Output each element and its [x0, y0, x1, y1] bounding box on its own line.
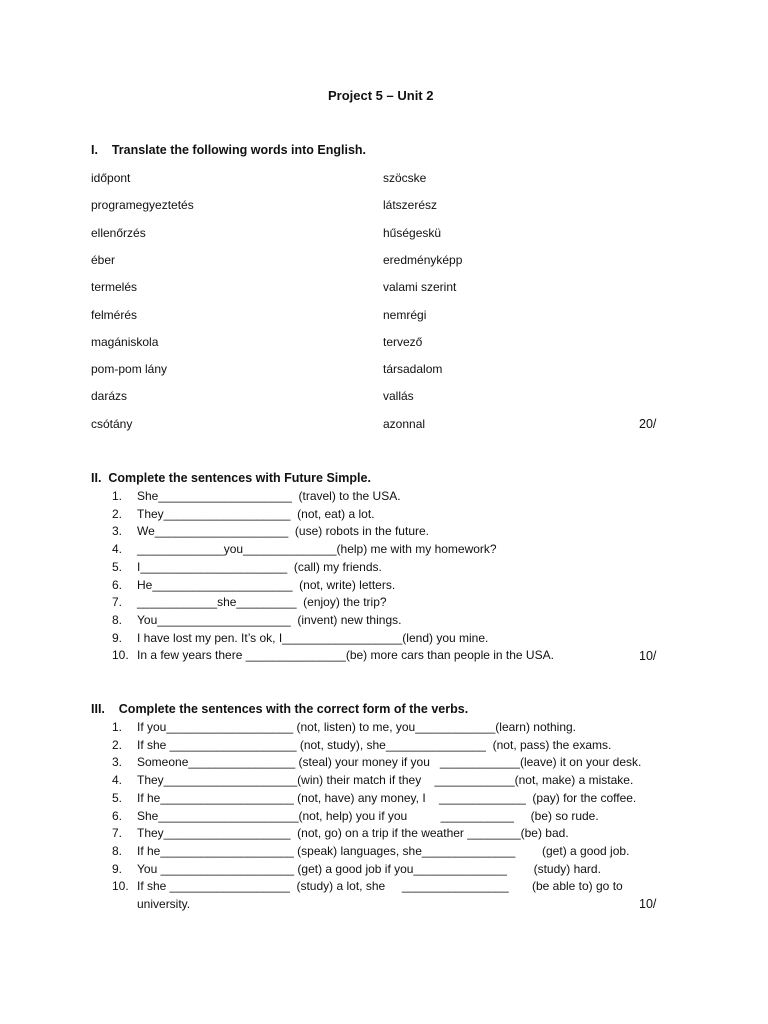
exercise-sentence: If she __________________ (study) a lot, she ________________ (be able to) go to [137, 879, 623, 894]
hungarian-word: ellenőrzés [91, 225, 146, 240]
item-number: 6. [112, 577, 123, 592]
item-number: 1. [112, 720, 123, 734]
hungarian-word: csótány [91, 416, 133, 431]
hungarian-word: nemrégi [383, 307, 427, 322]
hungarian-word: pom-pom lány [91, 362, 168, 377]
hungarian-word: időpont [91, 171, 131, 185]
section-2-heading: II. Complete the sentences with Future Simple. [91, 471, 371, 485]
item-number: 3. [112, 755, 123, 770]
hungarian-word: vallás [383, 389, 414, 404]
item-number: 2. [112, 506, 123, 521]
section-3-score: 10/ [639, 897, 657, 911]
item-number: 7. [112, 826, 123, 841]
item-number: 10. [112, 879, 129, 894]
exercise-sentence: You____________________ (invent) new things. [137, 612, 402, 627]
exercise-sentence: She_____________________(not, help) you if you ___________ (be) so rude. [137, 808, 599, 823]
hungarian-word: magániskola [91, 334, 159, 349]
exercise-sentence: _____________you______________(help) me with my homework? [137, 542, 497, 557]
exercise-sentence: If she ___________________ (not, study), she_______________ (not, pass) the exams. [137, 737, 612, 752]
exercise-sentence: She____________________ (travel) to the USA. [137, 489, 401, 503]
section-1-score: 20/ [639, 417, 657, 431]
exercise-sentence: I______________________ (call) my friends. [137, 559, 382, 574]
item-number: 9. [112, 861, 123, 876]
hungarian-word: látszerész [383, 198, 438, 213]
exercise-sentence: He_____________________ (not, write) letters. [137, 577, 396, 592]
item-number: 6. [112, 808, 123, 823]
hungarian-word: felmérés [91, 307, 138, 322]
item-number: 1. [112, 489, 123, 503]
item-number: 5. [112, 559, 123, 574]
item-number: 10. [112, 648, 129, 663]
item-number: 5. [112, 790, 123, 805]
exercise-sentence: Someone________________ (steal) your money if you ____________(leave) it on your desk. [137, 755, 642, 770]
hungarian-word: eredményképp [383, 252, 463, 267]
page-title: Project 5 – Unit 2 [328, 88, 434, 103]
item-number: 7. [112, 595, 123, 610]
exercise-sentence: In a few years there _______________(be) more cars than people in the USA. [137, 648, 554, 663]
item-number: 4. [112, 542, 123, 557]
item-number: 8. [112, 843, 123, 858]
section-3-item-10-continuation: university. [137, 897, 191, 911]
hungarian-word: termelés [91, 280, 138, 295]
hungarian-word: hűségeskü [383, 225, 442, 240]
hungarian-word: darázs [91, 389, 128, 404]
hungarian-word: társadalom [383, 362, 443, 377]
exercise-sentence: I have lost my pen. It’s ok, I__________________(lend) you mine. [137, 630, 489, 645]
exercise-sentence: They____________________(win) their match if they ____________(not, make) a mistake. [137, 773, 634, 788]
item-number: 3. [112, 524, 123, 539]
hungarian-word: programegyeztetés [91, 198, 194, 213]
item-number: 2. [112, 737, 123, 752]
item-number: 9. [112, 630, 123, 645]
section-3-heading: III. Complete the sentences with the correct form of the verbs. [91, 702, 469, 716]
exercise-sentence: They___________________ (not, go) on a trip if the weather ________(be) bad. [137, 826, 569, 841]
exercise-sentence: If he____________________ (not, have) any money, I _____________ (pay) for the coffee. [137, 790, 637, 805]
exercise-sentence: ____________she_________ (enjoy) the trip? [137, 595, 387, 610]
hungarian-word: szöcske [383, 171, 427, 185]
exercise-sentence: If you___________________ (not, listen) to me, you____________(learn) nothing. [137, 720, 577, 734]
hungarian-word: tervező [383, 334, 423, 349]
exercise-sentence: They___________________ (not, eat) a lot. [137, 506, 375, 521]
section-1-heading: I. Translate the following words into English. [91, 143, 367, 157]
hungarian-word: azonnal [383, 416, 426, 431]
item-number: 4. [112, 773, 123, 788]
hungarian-word: valami szerint [383, 280, 457, 295]
exercise-sentence: We____________________ (use) robots in the future. [137, 524, 429, 539]
hungarian-word: éber [91, 252, 116, 267]
exercise-sentence: If he____________________ (speak) languages, she______________ (get) a good job. [137, 843, 630, 858]
exercise-sentence: You ____________________ (get) a good job if you______________ (study) hard. [137, 861, 601, 876]
item-number: 8. [112, 612, 123, 627]
section-2-score: 10/ [639, 649, 657, 663]
